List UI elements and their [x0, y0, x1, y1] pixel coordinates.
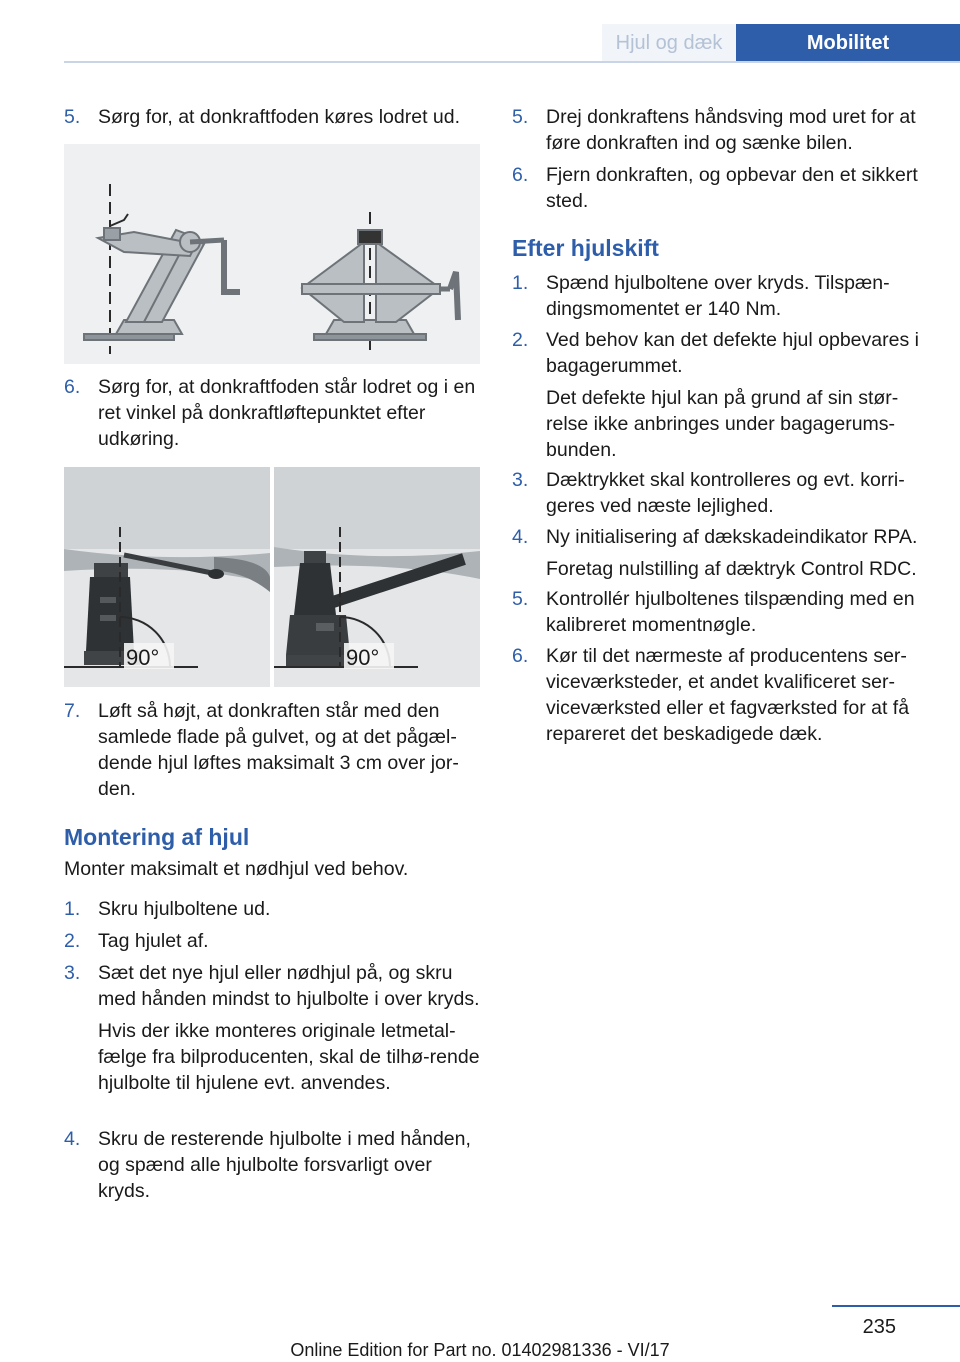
- footer-rule: [832, 1305, 960, 1307]
- step-6: [64, 374, 480, 452]
- page-number: 235: [862, 1316, 896, 1338]
- step-number: 1.: [64, 898, 81, 920]
- step-note: Hvis der ikke monteres originale letmetal-fælge fra bilproducenten, skal de tilhø-rende hjulbolte til hjulene evt. anvendes.: [98, 1020, 480, 1094]
- step-text: Dæktrykket skal kontrolleres og evt. korri-geres ved næste lejlighed.: [546, 469, 905, 517]
- step-number: 5.: [512, 106, 529, 128]
- step-number: 6.: [512, 164, 529, 186]
- step-text: Tag hjulet af.: [98, 930, 209, 952]
- step-number: 5.: [512, 588, 529, 610]
- list-item: [512, 270, 928, 322]
- step-5: [64, 104, 480, 130]
- step-number: 6.: [64, 376, 81, 398]
- jack-angle-photos: [64, 467, 480, 687]
- step-text: Skru hjulboltene ud.: [98, 898, 271, 920]
- list-item: [512, 104, 928, 156]
- step-7: [64, 698, 480, 802]
- section-heading-montering: Montering af hjul: [64, 824, 250, 850]
- step-number: 2.: [64, 930, 81, 952]
- step-text: Sæt det nye hjul eller nødhjul på, og skru med hånden mindst to hjulbolte i over kryds.: [98, 962, 480, 1010]
- list-item: [512, 643, 928, 747]
- step-number: 4.: [64, 1128, 81, 1150]
- step-text: Kør til det nærmeste af producentens ser-viceværksteder, et andet kvalificeret ser-viceværksted eller et fagværksted for at få repareret det beskadigede dæk.: [546, 645, 910, 745]
- step-text: Ny initialisering af dækskadeindikator RPA.: [546, 526, 918, 548]
- step-text: Kontrollér hjulboltenes tilspænding med en kalibreret momentnøgle.: [546, 588, 915, 636]
- list-item: [64, 1126, 480, 1204]
- step-number: 5.: [64, 106, 81, 128]
- step-number: 4.: [512, 526, 529, 548]
- section-tab[interactable]: Hjul og dæk: [602, 24, 736, 62]
- step-text: Ved behov kan det defekte hjul opbevares i bagagerummet.: [546, 329, 919, 377]
- angle-label-right: 90°: [346, 645, 380, 670]
- step-number: 3.: [64, 962, 81, 984]
- angle-label-left: 90°: [126, 645, 160, 670]
- step-text: Spænd hjulboltene over kryds. Tilspæn-dingsmomentet er 140 Nm.: [546, 272, 890, 320]
- section-heading-efter: Efter hjulskift: [512, 235, 659, 261]
- chapter-tab[interactable]: Mobilitet: [736, 24, 960, 62]
- step-number: 6.: [512, 645, 529, 667]
- step-text: Fjern donkraften, og opbevar den et sikkert sted.: [546, 164, 918, 212]
- list-item: [512, 162, 928, 214]
- list-item: [512, 586, 928, 638]
- step-number: 1.: [512, 272, 529, 294]
- step-note: Det defekte hjul kan på grund af sin stør-relse ikke anbringes under bagagerums-bunden.: [546, 387, 899, 461]
- step-text: Drej donkraftens håndsving mod uret for at føre donkraften ind og sænke bilen.: [546, 106, 916, 154]
- arrow-icon: [110, 214, 128, 226]
- step-text: Løft så højt, at donkraften står med den samlede flade på gulvet, og at det pågæl-dende hjul løftes maksimalt 3 cm over jor-den.: [98, 700, 459, 800]
- list-item: [512, 467, 928, 519]
- step-note: Foretag nulstilling af dæktryk Control RDC.: [546, 558, 917, 580]
- step-text: Skru de resterende hjulbolte i med hånden, og spænd alle hjulbolte forsvarligt over kryds.: [98, 1128, 471, 1202]
- list-item: [512, 327, 928, 463]
- step-text: Sørg for, at donkraftfoden står lodret og i en ret vinkel på donkraftløftepunktet efter udkøring.: [98, 376, 476, 450]
- header-rule: [64, 61, 960, 63]
- jack-illustration: [64, 144, 480, 364]
- jack-diagram: [64, 144, 480, 364]
- list-item: [64, 960, 480, 1096]
- edition-footer: Online Edition for Part no. 01402981336 - VI/17: [290, 1340, 670, 1360]
- step-text: Sørg for, at donkraftfoden køres lodret ud.: [98, 106, 461, 128]
- step-number: 2.: [512, 329, 529, 351]
- jack-angle-diagram: [64, 467, 480, 687]
- header-tabs: [602, 24, 960, 62]
- list-item: [512, 524, 928, 582]
- list-item: [64, 896, 480, 922]
- intro-paragraph: Monter maksimalt et nødhjul ved behov.: [64, 858, 409, 880]
- step-number: 3.: [512, 469, 529, 491]
- step-number: 7.: [64, 700, 81, 722]
- list-item: [64, 928, 480, 954]
